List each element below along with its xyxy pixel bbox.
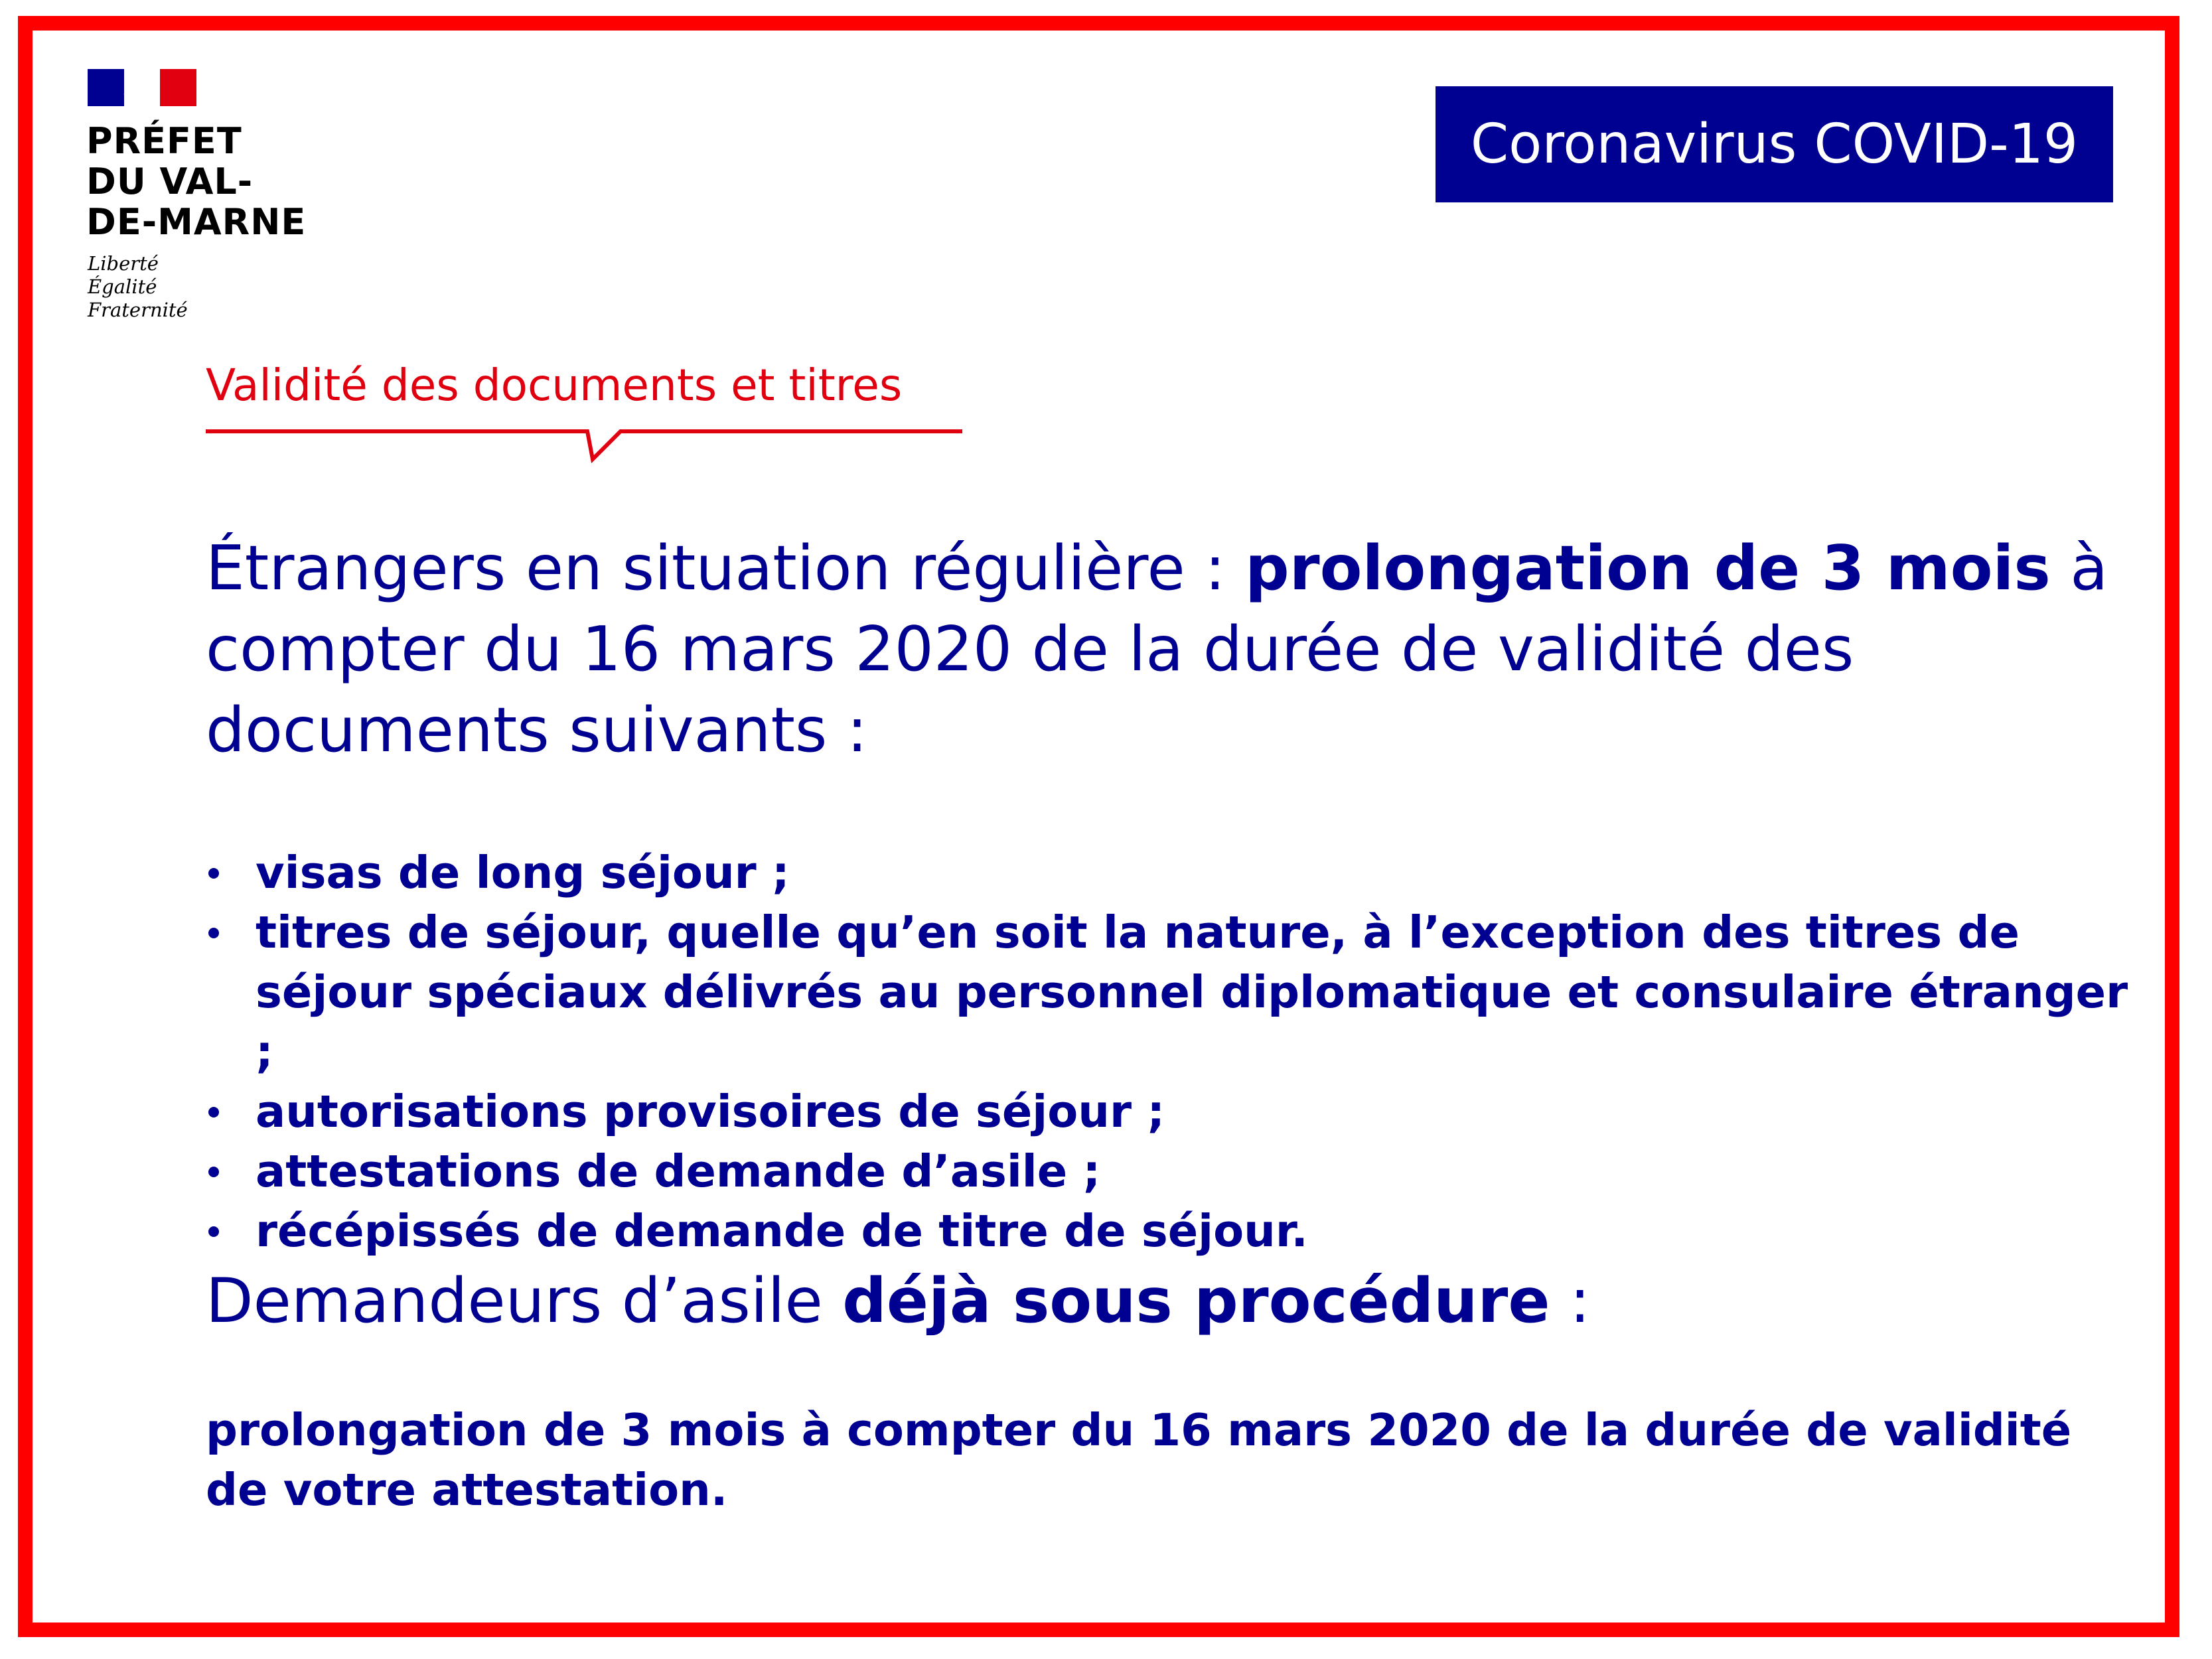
asylum-text: Demandeurs d’asile [206,1265,843,1336]
prefecture-line: DE-MARNE [86,201,307,243]
lead-bold-text: prolongation de 3 mois [1245,532,2051,604]
asylum-bold-text: déjà sous procédure [842,1265,1550,1336]
asylum-heading [206,1261,1590,1340]
republic-flag-logo [88,69,196,106]
prefecture-line: PRÉFET [86,120,242,162]
speech-bubble-underline [206,418,962,465]
republic-motto [88,252,188,322]
covid-badge: Coronavirus COVID-19 [1436,86,2113,202]
motto-line: Liberté [88,252,159,275]
prefecture-line: DU VAL- [86,161,254,202]
motto-line: Fraternité [88,299,188,321]
list-item: visas de long séjour ; [206,843,2144,902]
page-frame [18,16,2179,1637]
marianne-icon [121,74,163,104]
asylum-text-end: : [1550,1265,1591,1336]
section-title: Validité des documents et titres [206,360,903,411]
list-item: autorisations provisoires de séjour ; [206,1082,2144,1141]
list-item: récépissés de demande de titre de séjour. [206,1201,2144,1261]
lead-paragraph [206,528,2144,770]
documents-list [206,843,2144,1261]
lead-text-continued: à compter du 16 mars 2020 de la durée de validité des documents suivants : [206,532,2108,766]
motto-line: Égalité [88,275,157,298]
asylum-extension-note: prolongation de 3 mois à compter du 16 mars 2020 de la durée de validité de votre attestation. [206,1404,2072,1516]
list-item: attestations de demande d’asile ; [206,1141,2144,1201]
list-item: titres de séjour, quelle qu’en soit la nature, à l’exception des titres de séjour spéciaux délivrés au personnel diplomatique et consulaire étranger ; [206,902,2144,1082]
lead-text: Étrangers en situation régulière : [206,532,1246,604]
prefecture-name [86,121,306,242]
